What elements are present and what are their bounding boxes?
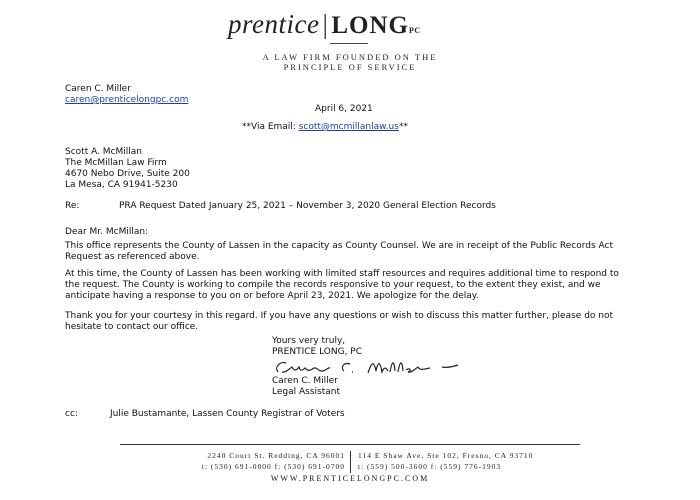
recipient-line2: The McMillan Law Firm bbox=[65, 158, 167, 168]
sender-name: Caren C. Miller bbox=[65, 84, 131, 94]
logo-prentice: prentice bbox=[228, 9, 320, 39]
recipient-line3: 4670 Nebo Drive, Suite 200 bbox=[65, 169, 190, 179]
tagline-line2: PRINCIPLE OF SERVICE bbox=[283, 62, 417, 72]
logo-underline bbox=[330, 43, 368, 44]
footer-vertical-divider bbox=[350, 451, 351, 473]
signer-title: Legal Assistant bbox=[272, 387, 340, 397]
via-email-link[interactable]: scott@mcmillanlaw.us bbox=[298, 122, 399, 132]
logo-pc: PC bbox=[409, 26, 421, 35]
cc-label: cc: bbox=[65, 409, 78, 419]
logo-long: LONG bbox=[331, 12, 409, 39]
footer-left-phones: t: (530) 691-0800 f: (530) 691-0700 bbox=[201, 462, 345, 471]
firm-logo bbox=[228, 8, 421, 47]
logo-separator: | bbox=[322, 9, 329, 39]
footer-website-link[interactable]: WWW.PRENTICELONGPC.COM bbox=[270, 474, 430, 483]
recipient-line1: Scott A. McMillan bbox=[65, 147, 143, 157]
letter-date: April 6, 2021 bbox=[315, 104, 373, 114]
footer-left-address: 2240 Court St. Redding, CA 96001 bbox=[207, 451, 345, 460]
via-email-prefix: **Via Email: bbox=[242, 122, 296, 132]
body-paragraph-1: This office represents the County of Lassen in the capacity as County Counsel. We are in receipt of the Public Records Act Request as referenced above. bbox=[65, 241, 614, 262]
footer-right-phones: t: (559) 500-3600 f: (559) 776-1903 bbox=[358, 462, 502, 471]
body-paragraph-3: Thank you for your courtesy in this regard. If you have any questions or wish to discuss this matter further, please do not hesitate to contact our office. bbox=[65, 311, 614, 332]
cc-recipient: Julie Bustamante, Lassen County Registrar of Voters bbox=[110, 409, 345, 419]
re-subject: PRA Request Dated January 25, 2021 – November 3, 2020 General Election Records bbox=[119, 201, 496, 211]
re-label: Re: bbox=[65, 201, 80, 211]
closing-salutation: Yours very truly, bbox=[272, 336, 346, 346]
recipient-line4: La Mesa, CA 91941-5230 bbox=[65, 180, 178, 190]
footer-divider bbox=[120, 444, 580, 445]
body-paragraph-2: At this time, the County of Lassen has been working with limited staff resources and requires additional time to respond to the request. The County is working to compile the records responsive to your request, to the extent they exist, and we anticipate having a response to you on or before April 23, 2021. We apologize for the delay. bbox=[65, 269, 619, 301]
signer-name: Caren C. Miller bbox=[272, 376, 338, 386]
footer-right-address: 114 E Shaw Ave, Ste 102, Fresno, CA 93710 bbox=[358, 451, 534, 460]
tagline-line1: A LAW FIRM FOUNDED ON THE bbox=[262, 52, 438, 62]
salutation: Dear Mr. McMillan: bbox=[65, 227, 149, 237]
closing-firm: PRENTICE LONG, PC bbox=[272, 347, 362, 357]
via-email-suffix: ** bbox=[398, 122, 408, 132]
via-email-line bbox=[242, 122, 408, 133]
sender-email-link[interactable]: caren@prenticelongpc.com bbox=[65, 95, 189, 105]
